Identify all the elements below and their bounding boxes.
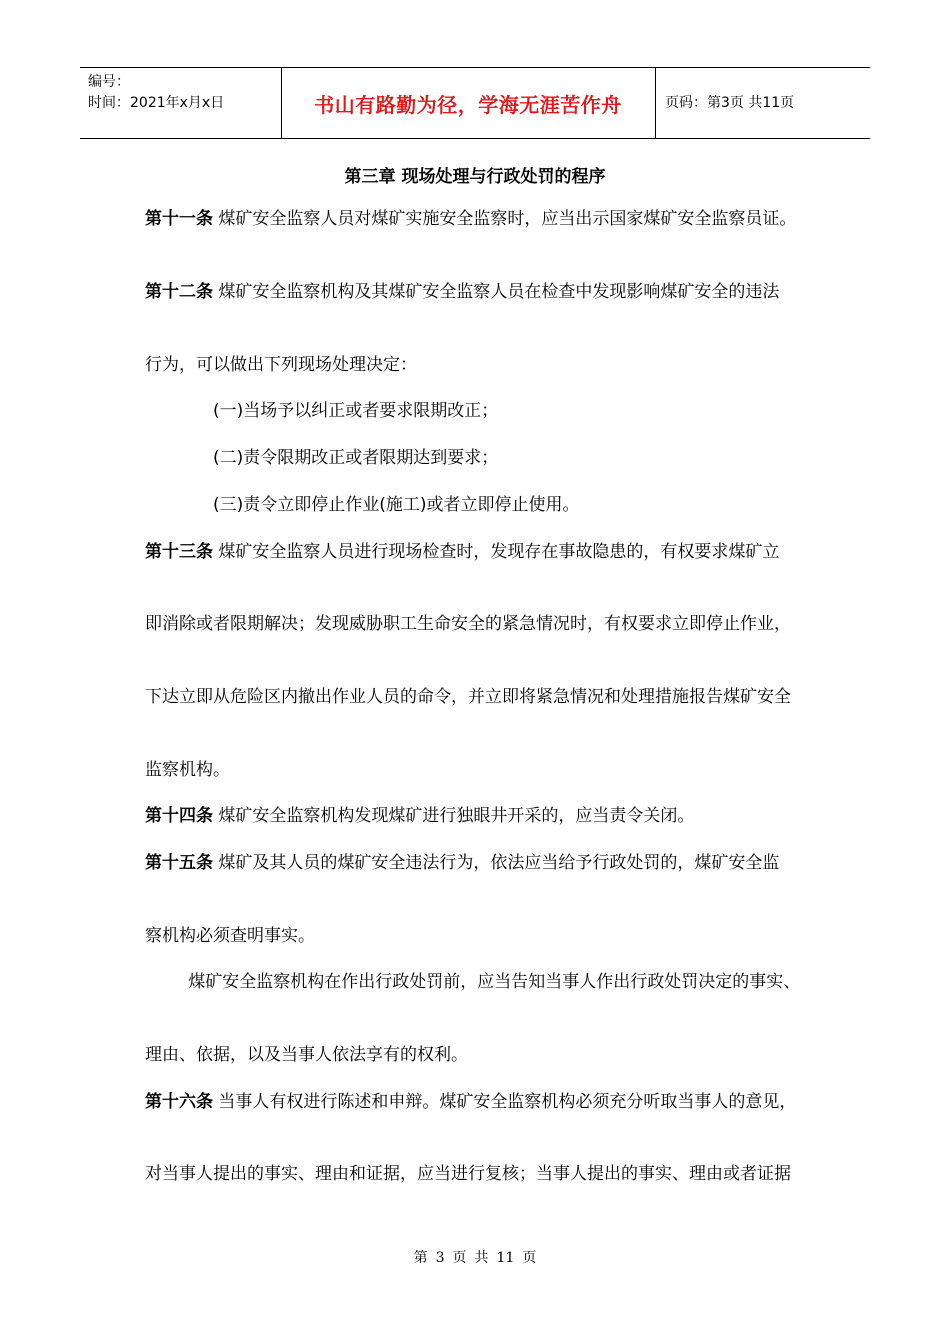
- article-text: 煤矿及其人员的煤矿安全违法行为，依法应当给予行政处罚的，煤矿安全监: [213, 853, 780, 873]
- paragraph-line: 下达立即从危险区内撤出作业人员的命令，并立即将紧急情况和处理措施报告煤矿安全: [145, 687, 791, 707]
- article-12: [145, 280, 810, 304]
- paragraph-line: 监察机构。: [145, 760, 230, 780]
- page-footer: [0, 1247, 950, 1267]
- paragraph-line: 煤矿安全监察机构在作出行政处罚前，应当告知当事人作出行政处罚决定的事实、: [145, 972, 801, 992]
- document-number: 编号：: [88, 74, 130, 90]
- paragraph-line: 理由、依据，以及当事人依法享有的权利。: [145, 1045, 468, 1065]
- article-label: 第十四条: [145, 806, 213, 826]
- article-label: 第十五条: [145, 853, 213, 873]
- footer-total-number: 11: [496, 1250, 515, 1266]
- footer-total-unit: 页: [522, 1250, 537, 1266]
- chapter-title: 第三章 现场处理与行政处罚的程序: [344, 167, 606, 187]
- list-item: (一)当场予以纠正或者要求限期改正；: [213, 401, 499, 421]
- article-label: 第十二条: [145, 282, 213, 302]
- footer-page-number: 3: [435, 1250, 445, 1266]
- page-header: [80, 67, 870, 139]
- article-14: [145, 804, 810, 828]
- article-text: 煤矿安全监察机构发现煤矿进行独眼井开采的，应当责令关闭。: [213, 806, 695, 826]
- article-label: 第十三条: [145, 542, 213, 562]
- footer-total-label: 共: [474, 1250, 489, 1266]
- header-page-info: 页码：第3页 共11页: [665, 95, 795, 111]
- header-divider: [655, 68, 656, 138]
- paragraph-line: 察机构必须查明事实。: [145, 926, 315, 946]
- article-label: 第十六条: [145, 1092, 213, 1112]
- paragraph-line: 对当事人提出的事实、理由和证据，应当进行复核；当事人提出的事实、理由或者证据: [145, 1164, 791, 1184]
- article-11: [145, 207, 810, 231]
- list-item: (三)责令立即停止作业(施工)或者立即停止使用。: [213, 495, 580, 515]
- article-text: 煤矿安全监察机构及其煤矿安全监察人员在检查中发现影响煤矿安全的违法: [213, 282, 780, 302]
- article-label: 第十一条: [145, 209, 213, 229]
- header-meta: [88, 72, 224, 114]
- article-16: [145, 1090, 810, 1114]
- document-time: 时间：2021年x月x日: [88, 95, 225, 111]
- article-text: 当事人有权进行陈述和申辩。煤矿安全监察机构必须充分听取当事人的意见，: [213, 1092, 797, 1112]
- article-13: [145, 540, 810, 564]
- footer-page-unit: 页: [452, 1250, 467, 1266]
- header-motto: 书山有路勤为径，学海无涯苦作舟: [314, 92, 622, 117]
- article-text: 煤矿安全监察人员进行现场检查时，发现存在事故隐患的，有权要求煤矿立: [213, 542, 780, 562]
- article-text: 煤矿安全监察人员对煤矿实施安全监察时，应当出示国家煤矿安全监察员证。: [213, 209, 797, 229]
- paragraph-line: 即消除或者限期解决；发现威胁职工生命安全的紧急情况时，有权要求立即停止作业，: [145, 614, 791, 634]
- paragraph-line: 行为，可以做出下列现场处理决定：: [145, 355, 417, 375]
- footer-page-label: 第: [413, 1250, 428, 1266]
- article-15: [145, 851, 810, 875]
- list-item: (二)责令限期改正或者限期达到要求；: [213, 448, 499, 468]
